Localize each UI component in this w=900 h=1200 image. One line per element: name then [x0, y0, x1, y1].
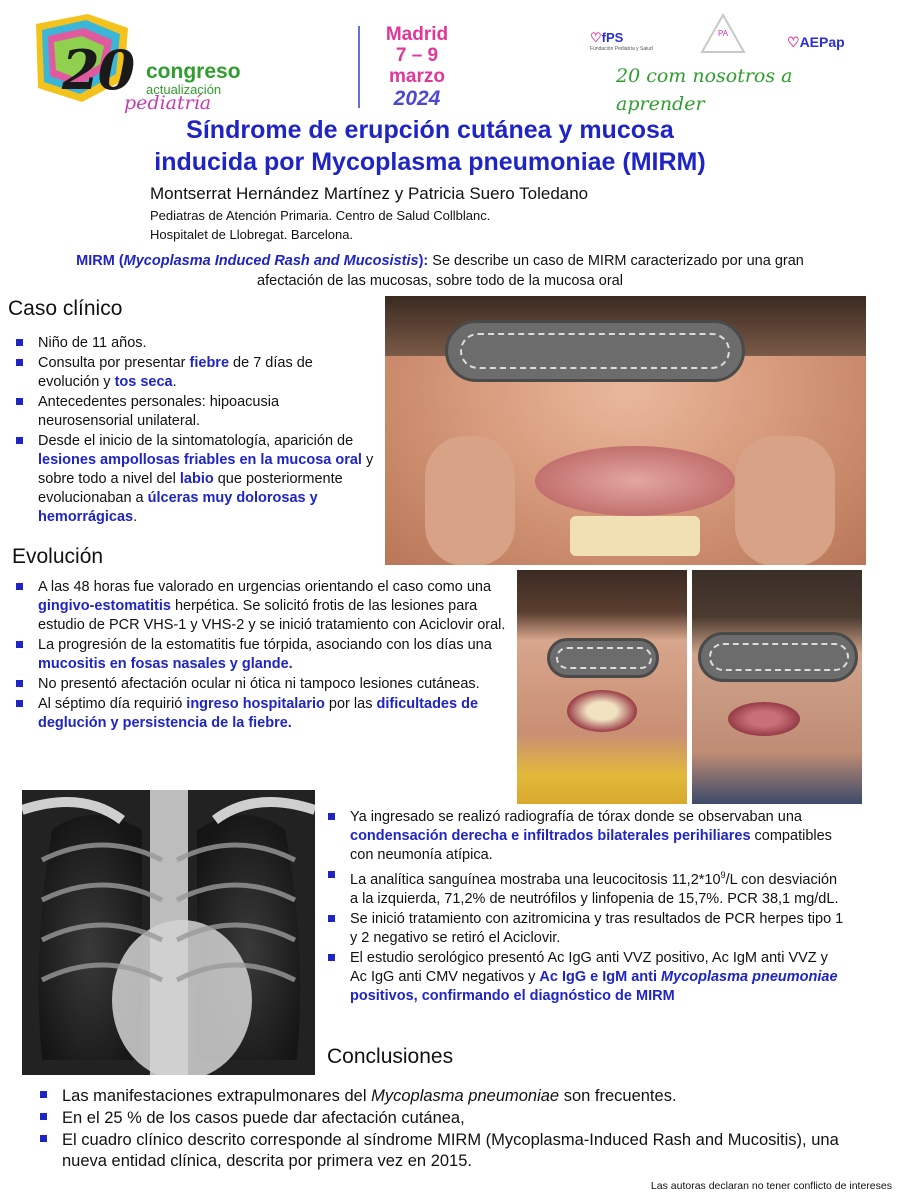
header-divider [358, 26, 360, 108]
intro-text: Se describe un caso de MIRM caracterizado por una gran afectación de las mucosas, sobre todo de la mucosa oral [257, 253, 804, 289]
eye-mask [547, 638, 659, 678]
list-item: El estudio serológico presentó Ac IgG anti VVZ positivo, Ac IgM anti VVZ y Ac IgG anti CMV negativos y Ac IgG e IgM anti Mycoplasma pneumoniae positivos, confirmando el diagnóstico de MIRM [324, 949, 844, 1006]
eye-mask-stitching [460, 333, 730, 369]
event-month: marzo [389, 66, 445, 87]
congress-logo [28, 10, 258, 114]
congress-pediatria: pediatría [124, 92, 212, 114]
chest-xray-graphic [22, 790, 315, 1075]
list-item: Ya ingresado se realizó radiografía de tórax donde se observaban una condensación derecha e infiltrados bilaterales perihiliares compatibles con neumonía atípica. [324, 808, 844, 865]
aepap-logo-icon: ♡ [787, 34, 800, 50]
intro-abbr-full: Mycoplasma Induced Rash and Mucosistis [123, 253, 419, 269]
list-item: A las 48 horas fue valorado en urgencias orientando el caso como una gingivo-estomatitis herpética. Se solicitó frotis de las lesiones para estudio de PCR VHS-1 y VHS-2 y se inició tratamiento con Aciclovir oral. [12, 578, 510, 635]
slogan: 20 com nosotros a aprender [616, 65, 793, 115]
svg-text:PA: PA [717, 29, 729, 38]
child-face-photo-1 [517, 570, 687, 804]
fps-logo-icon: ♡ [590, 30, 602, 45]
congress-sub: actualización [146, 82, 222, 97]
event-dates [372, 24, 462, 87]
lip-lesion-photo [385, 296, 866, 565]
list-item: Las manifestaciones extrapulmonares del Mycoplasma pneumoniae son frecuentes. [36, 1086, 856, 1107]
photo-lip [535, 446, 735, 516]
photo-mouth [728, 702, 800, 736]
evolucion-heading: Evolución [12, 545, 104, 568]
list-item: Antecedentes personales: hipoacusia neurosensorial unilateral. [12, 393, 374, 431]
intro-abbr-close: ): [418, 253, 429, 269]
list-item: Se inició tratamiento con azitromicina y tras resultados de PCR herpes tipo 1 y 2 negativo se retiró el Aciclovir. [324, 910, 844, 948]
list-item: En el 25 % de los casos puede dar afectación cutánea, [36, 1108, 856, 1129]
eye-mask-stitching [556, 647, 652, 669]
photo-finger-right [735, 436, 835, 565]
photo-teeth [570, 516, 700, 556]
list-item: Desde el inicio de la sintomatología, aparición de lesiones ampollosas friables en la mucosa oral y sobre todo a nivel del labio que posteriormente evolucionaban a úlceras muy dolorosas y hemorrágicas. [12, 432, 374, 527]
list-item: El cuadro clínico descrito corresponde al síndrome MIRM (Mycoplasma-Induced Rash and Mucositis), una nueva entidad clínica, descrita por primera vez en 2015. [36, 1130, 856, 1172]
evolucion-list [12, 578, 510, 734]
fps-logo-text: fPS [601, 30, 624, 45]
event-year: 2024 [393, 87, 441, 110]
intro-abbr: MIRM ( [76, 253, 124, 269]
list-item: No presentó afectación ocular ni ótica ni tampoco lesiones cutáneas. [12, 675, 510, 694]
eye-mask [445, 320, 745, 382]
caso-clinico-heading: Caso clínico [8, 297, 123, 320]
aepap-logo-text: AEPap [799, 34, 845, 50]
photo-finger-left [425, 436, 515, 565]
authors: Montserrat Hernández Martínez y Patricia Suero Toledano [150, 184, 589, 203]
hospital-list [324, 808, 844, 1007]
congress-word: congreso [146, 60, 241, 83]
anm-logo-icon [698, 12, 748, 56]
poster-title [30, 114, 830, 178]
affiliation-2: Hospitalet de Llobregat. Barcelona. [150, 227, 354, 242]
congress-number: 20 [62, 38, 134, 102]
conclusiones-list [36, 1086, 856, 1173]
list-item: La progresión de la estomatitis fue tórpida, asociando con los días una mucositis en fosas nasales y glande. [12, 636, 510, 674]
child-face-photo-2 [692, 570, 862, 804]
conflict-of-interest-note: Las autoras declaran no tener conflicto de intereses [650, 1180, 892, 1192]
eye-mask [698, 632, 858, 682]
event-days: 7 – 9 [395, 45, 439, 66]
fps-logo-subtitle: Fundación Pediatría y Salud [590, 46, 653, 52]
list-item: Consulta por presentar fiebre de 7 días de evolución y tos seca. [12, 354, 374, 392]
eye-mask-stitching [709, 643, 849, 671]
affiliation-1: Pediatras de Atención Primaria. Centro de Salud Collblanc. [150, 208, 491, 223]
list-item: La analítica sanguínea mostraba una leucocitosis $11,2*10^9/L$ con desviación a la izquierda, 71,2% de neutrófilos y linfopenia de 15,7%. PCR 38,1 mg/dL. [324, 866, 844, 909]
fps-logo [590, 30, 623, 46]
title-line-2: inducida por Mycoplasma pneumoniae (MIRM) [154, 148, 706, 176]
caso-clinico-list [12, 334, 374, 528]
conclusiones-heading: Conclusiones [327, 1045, 454, 1068]
chest-xray-image [22, 790, 315, 1075]
list-item: Al séptimo día requirió ingreso hospitalario por las dificultades de deglución y persistencia de la fiebre. [12, 695, 510, 733]
title-line-1: Síndrome de erupción cutánea y mucosa [186, 116, 674, 144]
event-city: Madrid [385, 24, 449, 45]
aepap-logo [787, 34, 845, 51]
photo-mouth [567, 690, 637, 732]
list-item: Niño de 11 años. [12, 334, 374, 353]
intro-paragraph [60, 251, 820, 291]
